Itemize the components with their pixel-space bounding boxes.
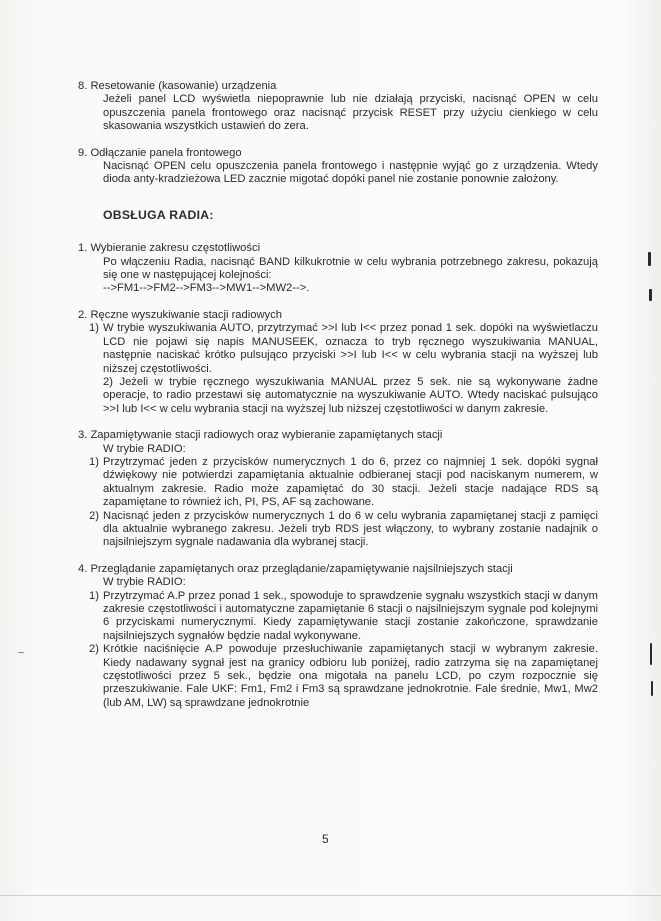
section-title: 8. Resetowanie (kasowanie) urządzenia: [78, 80, 277, 92]
page-edge: [0, 895, 661, 896]
section-manual-tuning: [78, 309, 598, 416]
mode-label: W trybie RADIO:: [103, 576, 186, 589]
section-title: 1. Wybieranie zakresu częstotliwości: [78, 242, 261, 255]
page-number: 5: [322, 832, 329, 846]
item-text: W trybie wyszukiwania AUTO, przytrzymać >>I lub I<< przez ponad 1 sek. dopóki na wyświetlaczu LCD nie pojawi się napis MANUSEEK, oznacza to tryb ręcznego wyszukiwania MANUAL, następnie naciskać krótko pulsująco przyciski >>I lub I<< w celu wybrania stacji na wyższej lub niższej częstotliwości.: [103, 322, 598, 375]
item-number: 1): [89, 589, 99, 602]
item-text: Przytrzymać jeden z przycisków numerycznych 1 do 6, przez co najmniej 1 sek. dopóki sygnał dźwiękowy nie potwierdzi zapamiętania aktualnie odbieranej stacji pod naciskanym numerem, w aktualnym zakresie. Radio może zapamiętać do 30 stacji. Jeżeli stacje nadające RDS są zapamiętane to również ich, PI, PS, AF są zachowane.: [103, 455, 598, 509]
list-item: [78, 322, 598, 376]
item-number: 2): [89, 509, 99, 522]
mode-label: W trybie RADIO:: [103, 442, 186, 455]
section-reset: [78, 80, 598, 134]
page-content: [78, 80, 598, 723]
item-text: Nacisnąć jeden z przycisków numerycznych 1 do 6 w celu wybrania zapamiętanej stacji z pamięci dla aktualnie wybranego zakresu. Jeżeli tryb RDS jest włączony, to wybrany zostanie nadajnik o najsilniejszym sygnale nadawania dla wybranej stacji.: [103, 509, 598, 549]
binding-mark: [651, 681, 653, 696]
list-item: [78, 510, 598, 550]
section-store-stations: [78, 429, 598, 550]
section-title: 9. Odłączanie panela frontowego: [78, 146, 242, 159]
section-title: 4. Przeglądanie zapamiętanych oraz przeglądanie/zapamiętywanie najsilniejszych stacji: [78, 562, 513, 575]
section-scan-stations: [78, 563, 598, 710]
section-body: Nacisnąć OPEN celu opuszczenia panela frontowego i następnie wyjąć go z urządzenia. Wtedy dioda anty-kradzieżowa LED zacznie migotać dopóki panel nie zostanie ponownie założony.: [103, 160, 598, 186]
binding-mark: [649, 289, 652, 301]
item-number: 1): [89, 455, 99, 468]
section-title: 3. Zapamiętywanie stacji radiowych oraz wybieranie zapamiętanych stacji: [78, 429, 443, 442]
item-number: 1): [89, 322, 99, 335]
list-item: [78, 456, 598, 510]
item-number: 2): [89, 643, 99, 656]
binding-mark: [648, 252, 651, 266]
band-sequence: -->FM1-->FM2-->FM3-->MW1-->MW2-->.: [103, 282, 310, 295]
list-item: [78, 643, 598, 710]
section-band-select: [78, 242, 598, 296]
section-body: Po włączeniu Radia, nacisnąć BAND kilkukrotnie w celu wybrania potrzebnego zakresu, pokazują się one w następującej kolejności:: [103, 255, 598, 282]
binding-mark: [18, 652, 24, 653]
item-text: Krótkie naciśnięcie A.P powoduje przesłuchiwanie zapamiętanych stacji w wybranym zakresie. Kiedy nadawany sygnał jest na granicy odbioru lub poniżej, radio zatrzyma się na zapamiętanej częstotliwości przez 5 sek., będzie ona migotała na panelu LCD, po czym rozpocznie się przeszukiwanie. Fale UKF: Fm1, Fm2 i Fm3 są sprawdzane jednokrotnie. Fale średnie, Mw1, Mw2 (lub AM, LW) są sprawdzane jednokrotnie: [103, 643, 598, 709]
binding-mark: [650, 643, 652, 665]
radio-heading: OBSŁUGA RADIA:: [103, 207, 214, 222]
section-detach-panel: [78, 147, 598, 187]
section-title: 2. Ręczne wyszukiwanie stacji radiowych: [78, 308, 282, 321]
item-text: 2) Jeżeli w trybie ręcznego wyszukiwania MANUAL przez 5 sek. nie są wykonywane żadne operacje, to radio przestawi się automatycznie na wyszukiwanie AUTO. Wtedy naciskać pulsująco >>I lub I<< w celu wybrania stacji na wyższej lub niższej częstotliwości w danym zakresie.: [103, 375, 598, 415]
section-body: Jeżeli panel LCD wyświetla niepoprawnie lub nie działają przyciski, nacisnąć OPEN w celu opuszczenia panela frontowego oraz nacisnąć przycisk RESET przy użyciu cienkiego w celu skasowania wszystkich ustawień do zera.: [103, 93, 598, 133]
item-text: Przytrzymać A.P przez ponad 1 sek., spowoduje to sprawdzenie sygnału wszystkich stacji w danym zakresie częstotliwości i automatyczne zapamiętanie 6 stacji o najsilniejszym sygnale pod kolejnymi 6 przyciskami numerycznymi. Kiedy zapamiętywanie stacji zostanie zakończone, sprawdzanie najsilniejszych sygnałów będzie nadal wykonywane.: [103, 589, 598, 642]
list-item: [78, 590, 598, 644]
